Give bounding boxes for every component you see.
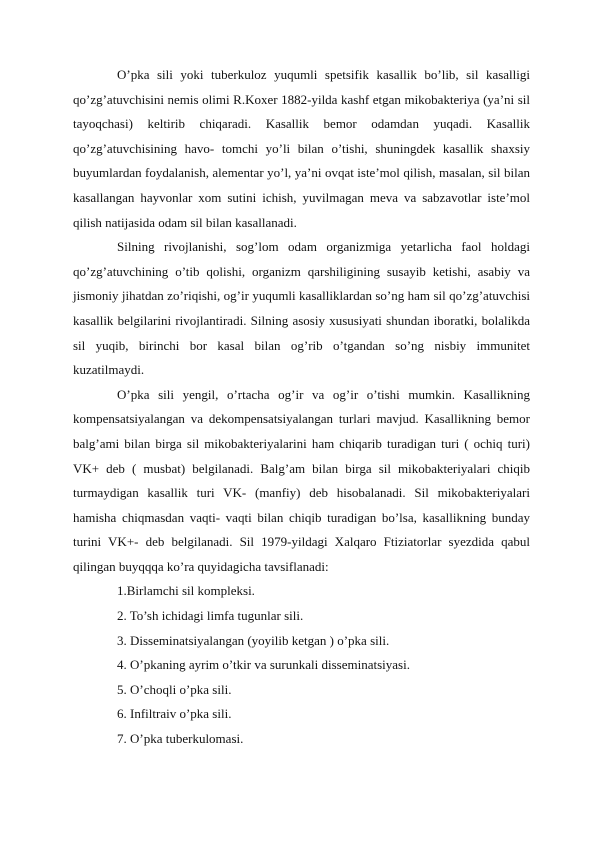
paragraph-development: Silning rivojlanishi, sog’lom odam organizmiga yetarlicha faol holdagi qo’zg’atuvchining o’tib qolishi, organizm qarshiligining susayib ketishi, asabiy va jismoniy jihatdan zo’riqishi, og’ir yuqumli kasalliklardan so’ng ham sil qo’zg’atuvchisi kasallik belgilarini rivojlantiradi. Silning asosiy xususiyati shundan iboratki, bolalikda sil yuqib, birinchi bor kasal bilan og’rib o’tgandan so’ng nisbiy immunitet kuzatilmaydi. <box>73 239 530 378</box>
list-item: 7. O’pka tuberkulomasi. <box>117 731 244 747</box>
document-page <box>73 63 530 752</box>
classification-list <box>73 579 530 751</box>
list-item: 3. Disseminatsiyalangan (yoyilib ketgan ) o’pka sili. <box>117 632 390 648</box>
list-item: 4. O’pkaning ayrim o’tkir va surunkali disseminatsiyasi. <box>117 657 410 673</box>
paragraph-classification: O’pka sili yengil, o’rtacha og’ir va og’ir o’tishi mumkin. Kasallikning kompensatsiyalangan va dekompensatsiyalangan turlari mavjud. Kasallikning bemor balg’ami bilan birga sil mikobakteriyalarini ham chiqarib turadigan turi ( ochiq turi) VK+ deb ( musbat) belgilanadi. Balg’am bilan birga sil mikobakteriyalari chiqib turmaydigan kasallik turi VK- (manfiy) deb hisobalanadi. Sil mikobakteriyalari hamisha chiqmasdan vaqti- vaqti bilan chiqib turadigan bo’lsa, kasallikning bunday turini VK+- deb belgilanadi. Sil 1979-yildagi Xalqaro Ftiziatorlar syezdida qabul qilingan buyqqqa ko’ra quyidagicha tavsiflanadi: <box>73 386 530 574</box>
list-item: 6. Infiltraiv o’pka sili. <box>117 706 232 722</box>
list-item: 2. To’sh ichidagi limfa tugunlar sili. <box>117 608 304 624</box>
list-item: 5. O’choqli o’pka sili. <box>117 681 232 697</box>
paragraph-intro: O’pka sili yoki tuberkuloz yuqumli spetsifik kasallik bo’lib, sil kasalligi qo’zg’atuvchisini nemis olimi R.Koxer 1882-yilda kashf etgan mikobakteriya (ya’ni sil tayoqchasi) keltirib chiqaradi. Kasallik bemor odamdan yuqadi. Kasallik qo’zg’atuvchisining havo- tomchi yo’li bilan o’tishi, shuningdek kasallik shaxsiy buyumlardan foydalanish, alementar yo’l, ya’ni ovqat iste’mol qilish, masalan, sil bilan kasallangan hayvonlar xom sutini ichish, yuvilmagan meva va sabzavotlar iste’mol qilish natijasida odam sil bilan kasallanadi. <box>73 67 530 230</box>
list-item: 1.Birlamchi sil kompleksi. <box>117 583 255 599</box>
